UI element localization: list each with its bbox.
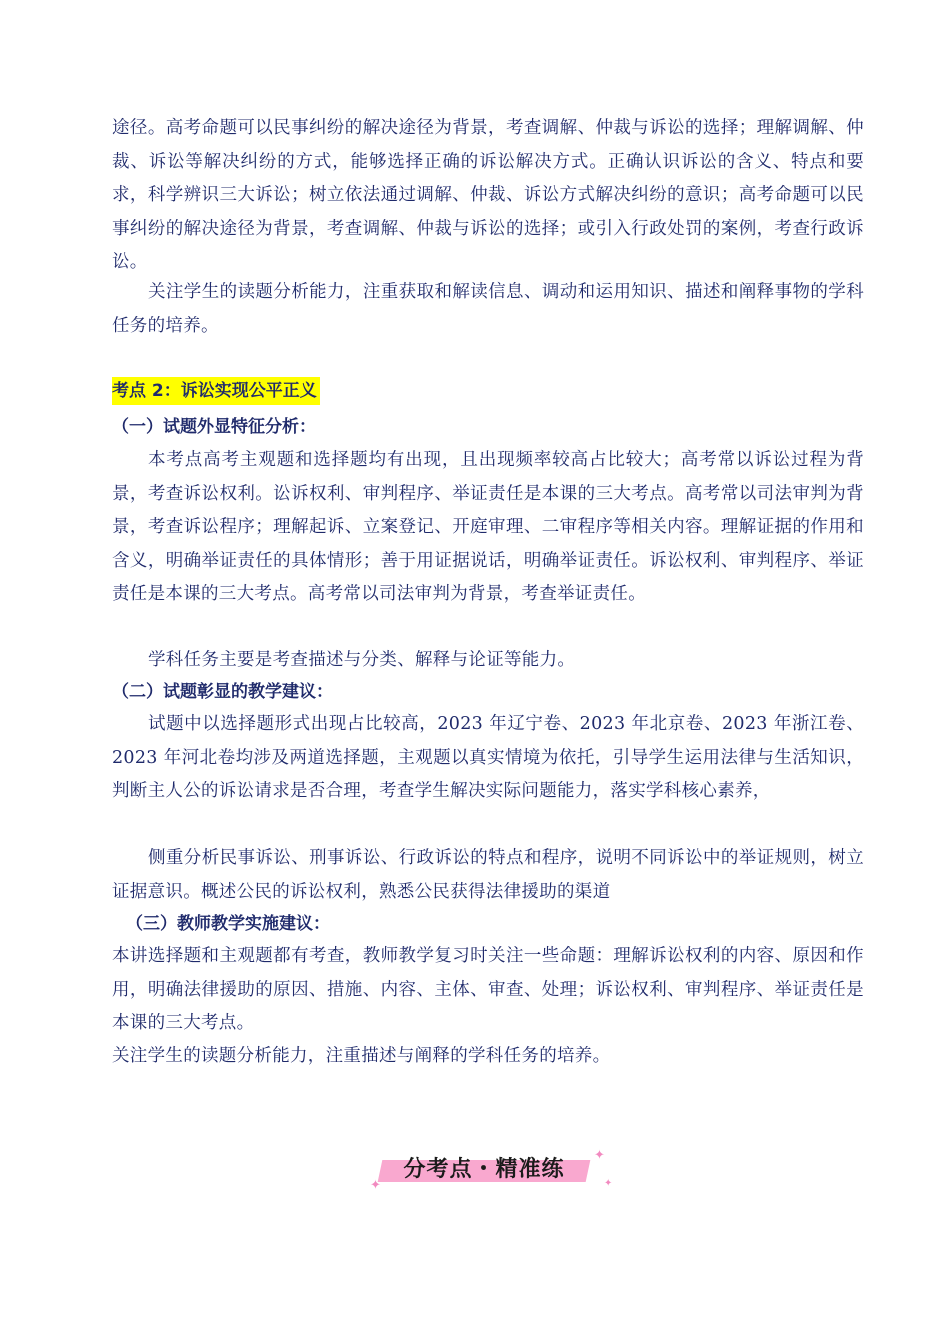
section-banner xyxy=(368,1148,618,1196)
sparkle-icon: ✦ xyxy=(370,1178,381,1193)
section-1-paragraph-2: 学科任务主要是考查描述与分类、解释与论证等能力。 xyxy=(148,650,576,670)
banner-label: 分考点・精准练 xyxy=(403,1157,565,1182)
intro-paragraph-2: 关注学生的读题分析能力，注重获取和解读信息、调动和运用知识、描述和阐释事物的学科任务的培养。 xyxy=(112,282,864,336)
kaodian-2-title: 考点 2：诉讼实现公平正义 xyxy=(112,377,320,405)
section-2-paragraph-1: 试题中以选择题形式出现占比较高，2023 年辽宁卷、2023 年北京卷、2023 年浙江卷、2023 年河北卷均涉及两道选择题，主观题以真实情境为依托，引导学生运用法律与生活知识，判断主人公的诉讼请求是否合理，考查学生解决实际问题能力，落实学科核心素养， xyxy=(112,714,864,801)
section-3-paragraph-2: 关注学生的读题分析能力，注重描述与阐释的学科任务的培养。 xyxy=(112,1046,611,1066)
sparkle-icon: ✦ xyxy=(604,1178,613,1189)
section-1-heading: （一）试题外显特征分析： xyxy=(112,417,316,437)
sparkle-icon: ✦ xyxy=(594,1148,605,1163)
section-1-paragraph-1: 本考点高考主观题和选择题均有出现，且出现频率较高占比较大；高考常以诉讼过程为背景，考查诉讼权利。讼诉权利、审判程序、举证责任是本课的三大考点。高考常以司法审判为背景，考查诉讼程序；理解起诉、立案登记、开庭审理、二审程序等相关内容。理解证据的作用和含义，明确举证责任的具体情形；善于用证据说话，明确举证责任。诉讼权利、审判程序、举证责任是本课的三大考点。高考常以司法审判为背景，考查举证责任。 xyxy=(112,450,864,604)
section-3-heading: （三）教师教学实施建议： xyxy=(126,914,330,934)
section-2-heading: （二）试题彰显的教学建议： xyxy=(112,682,333,702)
section-3-paragraph-1: 本讲选择题和主观题都有考查，教师教学复习时关注一些命题：理解诉讼权利的内容、原因和作用，明确法律援助的原因、措施、内容、主体、审查、处理；诉讼权利、审判程序、举证责任是本课的三大考点。 xyxy=(112,946,864,1033)
intro-paragraph-1: 途径。高考命题可以民事纠纷的解决途径为背景，考查调解、仲裁与诉讼的选择；理解调解、仲裁、诉讼等解决纠纷的方式，能够选择正确的诉讼解决方式。正确认识诉讼的含义、特点和要求，科学辨识三大诉讼；树立依法通过调解、仲裁、诉讼方式解决纠纷的意识；高考命题可以民事纠纷的解决途径为背景，考查调解、仲裁与诉讼的选择；或引入行政处罚的案例，考查行政诉讼。 xyxy=(112,118,864,272)
section-2-paragraph-2: 侧重分析民事诉讼、刑事诉讼、行政诉讼的特点和程序，说明不同诉讼中的举证规则，树立证据意识。概述公民的诉讼权利，熟悉公民获得法律援助的渠道 xyxy=(112,848,864,902)
